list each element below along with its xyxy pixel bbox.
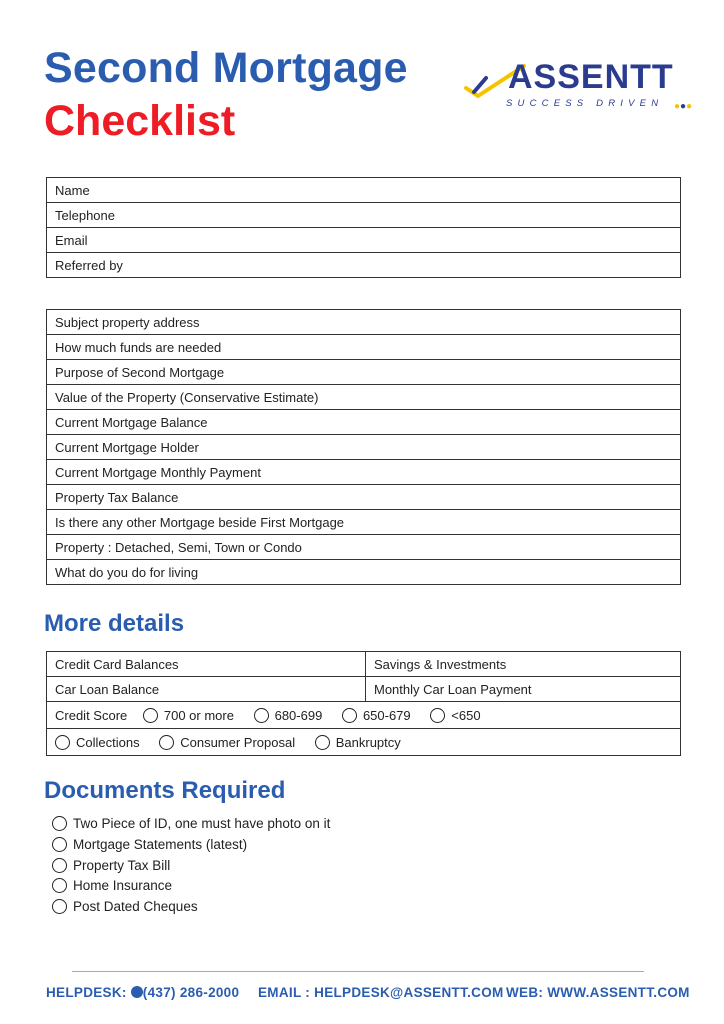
credit-score-option-below-650[interactable] — [430, 708, 480, 723]
property-value-field[interactable]: Value of the Property (Conservative Estimate) — [47, 385, 681, 410]
logo-tagline: SUCCESS DRIVEN — [506, 98, 664, 109]
documents-heading: Documents Required — [44, 777, 286, 804]
table-row — [47, 178, 681, 203]
option-label: Collections — [76, 734, 140, 750]
radio-icon — [159, 735, 174, 750]
table-row — [47, 253, 681, 278]
radio-icon — [52, 878, 67, 893]
table-row — [47, 560, 681, 585]
radio-icon — [315, 735, 330, 750]
credit-score-row — [47, 702, 681, 729]
option-label: Consumer Proposal — [180, 734, 296, 750]
table-row — [47, 203, 681, 228]
radio-icon — [55, 735, 70, 750]
referred-by-field[interactable]: Referred by — [47, 253, 681, 278]
radio-icon — [254, 708, 269, 723]
option-label: <650 — [451, 707, 481, 723]
consumer-proposal-option[interactable] — [159, 735, 295, 750]
property-type-field[interactable]: Property : Detached, Semi, Town or Condo — [47, 535, 681, 560]
logo-wordmark: ASSENTT — [508, 58, 674, 96]
document-label: Post Dated Cheques — [73, 899, 198, 915]
credit-score-option-650[interactable] — [342, 708, 411, 723]
table-row — [47, 485, 681, 510]
radio-icon — [143, 708, 158, 723]
table-row — [47, 385, 681, 410]
credit-score-option-680[interactable] — [254, 708, 323, 723]
table-row — [47, 410, 681, 435]
credit-history-row — [47, 729, 681, 756]
option-label: 650-679 — [362, 707, 411, 723]
footer-divider — [72, 971, 644, 972]
list-item[interactable] — [52, 835, 330, 856]
radio-icon — [52, 816, 67, 831]
radio-icon — [52, 837, 67, 852]
table-row — [47, 310, 681, 335]
radio-icon — [52, 899, 67, 914]
collections-option[interactable] — [55, 735, 140, 750]
table-row — [47, 460, 681, 485]
credit-score-label: Credit Score — [55, 707, 128, 723]
more-details-heading: More details — [44, 610, 185, 637]
table-row — [47, 510, 681, 535]
telephone-field[interactable]: Telephone — [47, 203, 681, 228]
list-item[interactable] — [52, 856, 330, 877]
footer-web[interactable]: WEB: WWW.ASSENTT.COM — [506, 985, 690, 1000]
table-row — [47, 729, 681, 756]
mortgage-balance-field[interactable]: Current Mortgage Balance — [47, 410, 681, 435]
purpose-field[interactable]: Purpose of Second Mortgage — [47, 360, 681, 385]
property-tax-field[interactable]: Property Tax Balance — [47, 485, 681, 510]
table-row — [47, 335, 681, 360]
helpdesk-label: HELPDESK: — [46, 985, 127, 1000]
document-label: Two Piece of ID, one must have photo on it — [73, 816, 331, 831]
credit-card-balances-field[interactable]: Credit Card Balances — [47, 652, 366, 677]
document-label: Home Insurance — [73, 878, 173, 894]
mortgage-holder-field[interactable]: Current Mortgage Holder — [47, 435, 681, 460]
other-mortgage-field[interactable]: Is there any other Mortgage beside First Mortgage — [47, 510, 681, 535]
list-item[interactable] — [52, 814, 330, 835]
table-row — [47, 652, 681, 677]
documents-list — [52, 814, 330, 918]
option-label: 700 or more — [163, 707, 234, 723]
radio-icon — [52, 858, 67, 873]
list-item[interactable] — [52, 876, 330, 897]
credit-score-option-700[interactable] — [143, 708, 234, 723]
bankruptcy-option[interactable] — [315, 735, 401, 750]
whatsapp-icon — [131, 986, 143, 998]
footer-email[interactable]: EMAIL : HELPDESK@ASSENTT.COM — [258, 985, 504, 1000]
table-row — [47, 228, 681, 253]
radio-icon — [342, 708, 357, 723]
occupation-field[interactable]: What do you do for living — [47, 560, 681, 585]
monthly-payment-field[interactable]: Current Mortgage Monthly Payment — [47, 460, 681, 485]
name-field[interactable]: Name — [47, 178, 681, 203]
table-row — [47, 677, 681, 702]
radio-icon — [430, 708, 445, 723]
table-row — [47, 702, 681, 729]
assentt-logo — [464, 58, 693, 112]
option-label: 680-699 — [274, 707, 323, 723]
table-row — [47, 360, 681, 385]
table-row — [47, 435, 681, 460]
footer-helpdesk — [46, 985, 239, 1000]
more-details-table — [46, 651, 681, 756]
logo-dots: ●●● — [674, 101, 693, 112]
monthly-car-loan-field[interactable]: Monthly Car Loan Payment — [366, 677, 681, 702]
list-item[interactable] — [52, 897, 330, 918]
savings-investments-field[interactable]: Savings & Investments — [366, 652, 681, 677]
document-label: Mortgage Statements (latest) — [73, 836, 248, 852]
contact-table — [46, 177, 681, 278]
table-row — [47, 535, 681, 560]
document-label: Property Tax Bill — [73, 857, 171, 873]
option-label: Bankruptcy — [335, 734, 401, 750]
email-field[interactable]: Email — [47, 228, 681, 253]
property-address-field[interactable]: Subject property address — [47, 310, 681, 335]
helpdesk-phone[interactable]: (437) 286-2000 — [142, 985, 240, 1000]
car-loan-balance-field[interactable]: Car Loan Balance — [47, 677, 366, 702]
funds-needed-field[interactable]: How much funds are needed — [47, 335, 681, 360]
property-table — [46, 309, 681, 585]
page-title-line2: Checklist — [44, 97, 236, 145]
page-title-line1: Second Mortgage — [44, 44, 408, 92]
